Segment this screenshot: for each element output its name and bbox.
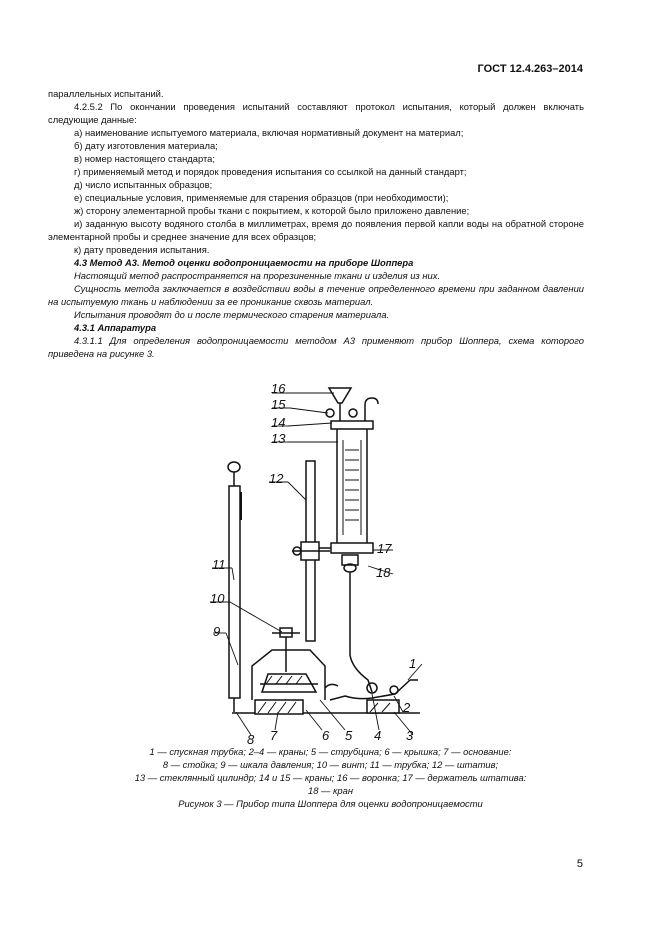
callout-17: 17 (377, 541, 392, 556)
page-number: 5 (576, 858, 583, 870)
list-item-zh: ж) сторону элементарной пробы ткани с покрытием, к которой было приложено давление; (74, 205, 470, 216)
list-item-k: к) дату проведения испытания. (74, 244, 210, 255)
callout-13: 13 (271, 431, 286, 446)
callout-10: 10 (210, 591, 225, 606)
subsection-title-4-3-1: 4.3.1 Аппаратура (74, 322, 157, 333)
document-body (48, 87, 584, 360)
legend-line-1: 1 — спускная трубка; 2–4 — краны; 5 — струбцина; 6 — крышка; 7 — основание: (149, 746, 512, 757)
list-item-i: и) заданную высоту водяного столба в миллиметрах, время до появления первой капли воды на обратной стороне элементарной пробы и среднее значение для всех образцов; (48, 218, 584, 242)
figure-title: Рисунок 3 — Прибор типа Шоппера для оценки водопроницаемости (178, 798, 483, 809)
list-item-b: б) дату изготовления материала; (74, 140, 218, 151)
paragraph-tests: Испытания проводят до и после термического старения материала. (74, 309, 390, 320)
callout-2: 2 (403, 700, 411, 715)
legend-line-4: 18 — кран (307, 785, 354, 796)
list-item-g: г) применяемый метод и порядок проведения испытания со ссылкой на данный стандарт; (74, 166, 467, 177)
figure-schopper-apparatus (190, 372, 490, 744)
callout-7: 7 (270, 728, 278, 743)
paragraph-scope: Настоящий метод распространяется на прорезиненные ткани и изделия из них. (74, 270, 441, 281)
list-item-e: е) специальные условия, применяемые для старения образцов (при необходимости); (74, 192, 449, 203)
figure-caption (60, 745, 601, 810)
apparatus-drawing (190, 372, 490, 744)
paragraph-4-3-1-1: 4.3.1.1 Для определения водопроницаемости методом А3 применяют прибор Шоппера, схема которого приведена на рисунке 3. (48, 335, 584, 359)
callout-3: 3 (406, 728, 414, 743)
list-item-a: а) наименование испытуемого материала, включая нормативный документ на материал; (74, 127, 464, 138)
callout-1: 1 (409, 656, 417, 671)
callout-4: 4 (374, 728, 382, 743)
legend-line-2: 8 — стойка; 9 — шкала давления; 10 — винт; 11 — трубка; 12 — штатив; (162, 759, 499, 770)
paragraph-continuation: параллельных испытаний. (48, 88, 164, 99)
callout-15: 15 (271, 397, 286, 412)
paragraph-essence: Сущность метода заключается в воздействии воды в течение определенного времени при заданном давлении на испытуемую ткань и наблюдении за ее проникание сквозь материал. (48, 283, 584, 307)
list-item-v: в) номер настоящего стандарта; (74, 153, 215, 164)
callout-11: 11 (212, 557, 226, 572)
callout-5: 5 (345, 728, 353, 743)
callout-6: 6 (322, 728, 330, 743)
callout-8: 8 (247, 732, 255, 744)
paragraph-4-2-5-2: 4.2.5.2 По окончании проведения испытаний составляют протокол испытания, который должен включать следующие данные: (48, 101, 584, 125)
document-header: ГОСТ 12.4.263–2014 (477, 63, 583, 75)
callout-14: 14 (271, 415, 286, 430)
callout-18: 18 (376, 565, 391, 580)
callout-9: 9 (213, 624, 221, 639)
callout-12: 12 (269, 471, 284, 486)
callout-16: 16 (271, 381, 286, 396)
list-item-d: д) число испытанных образцов; (74, 179, 213, 190)
legend-line-3: 13 — стеклянный цилиндр; 14 и 15 — краны; 16 — воронка; 17 — держатель штатива: (134, 772, 527, 783)
section-title-4-3: 4.3 Метод А3. Метод оценки водопроницаемости на приборе Шоппера (74, 257, 414, 268)
